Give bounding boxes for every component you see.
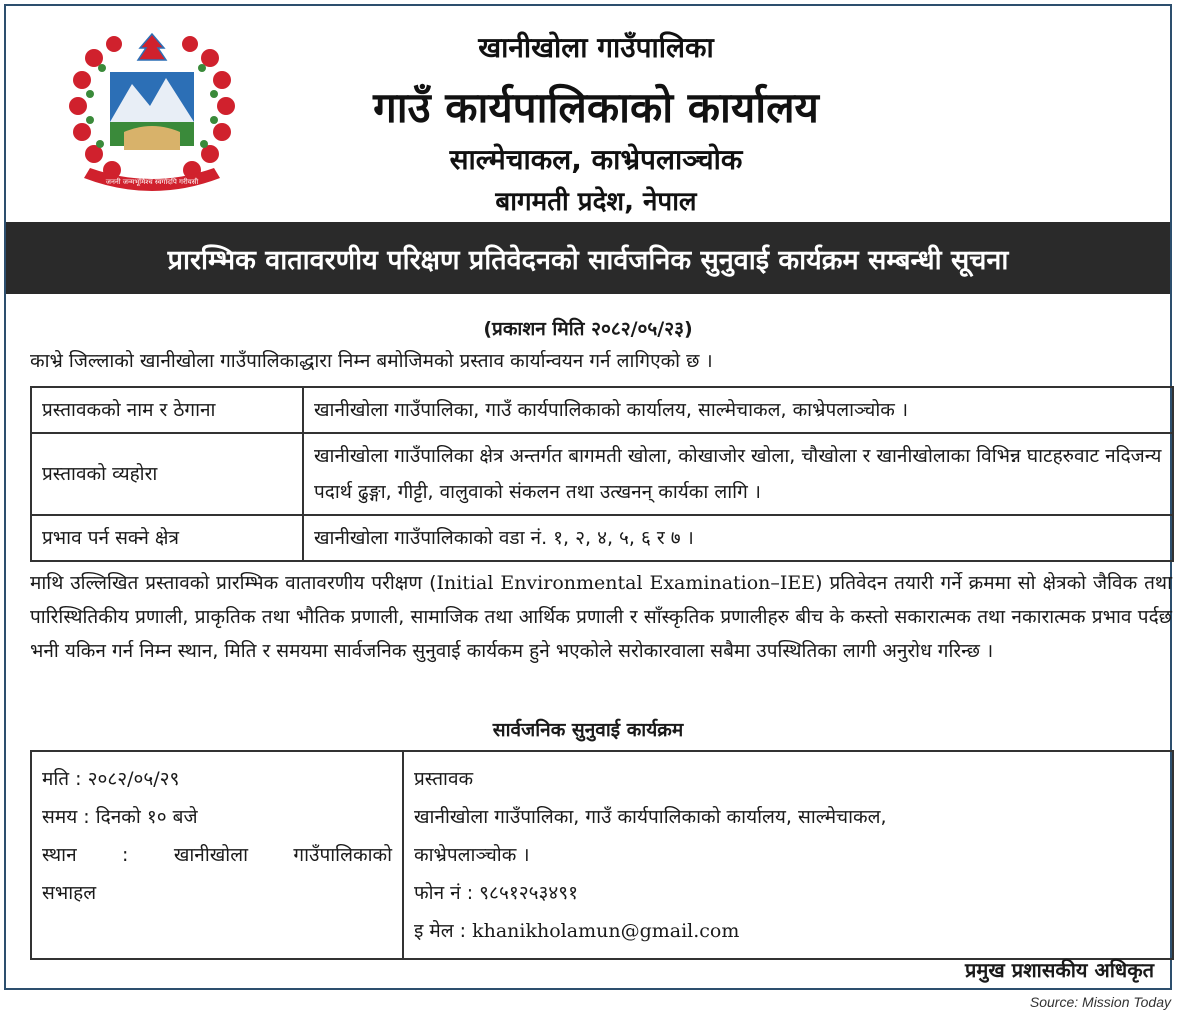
proposal-table bbox=[30, 386, 1174, 562]
affected-area-value: खानीखोला गाउँपालिकाको वडा नं. १, २, ४, ५, ६ र ७ । bbox=[303, 515, 1173, 561]
body-paragraph bbox=[30, 566, 1172, 668]
table-row bbox=[31, 751, 1173, 959]
source-credit: Source: Mission Today bbox=[1029, 994, 1171, 1010]
proposer-value: खानीखोला गाउँपालिका, गाउँ कार्यपालिकाको कार्यालय, साल्मेचाकल, काभ्रेपलाञ्चोक । bbox=[303, 387, 1173, 433]
paragraph-part-1: माथि उल्लिखित प्रस्तावको प्रारम्भिक वातावरणीय परीक्षण ( bbox=[30, 572, 437, 594]
table-row bbox=[31, 433, 1173, 515]
hearing-place: स्थान : खानीखोला गाउँपालिकाको bbox=[42, 844, 392, 866]
table-row bbox=[31, 515, 1173, 561]
hearing-heading: सार्वजनिक सुनुवाई कार्यक्रम bbox=[492, 719, 684, 741]
hearing-table bbox=[30, 750, 1174, 960]
nepal-emblem-icon bbox=[54, 28, 250, 198]
hearing-place-2: सभाहल bbox=[42, 882, 97, 904]
proposal-detail-value: खानीखोला गाउँपालिका क्षेत्र अन्तर्गत बागमती खोला, कोखाजोर खोला, चौखोला र खानीखोलाका विभिन्न घाटहरुवाट नदिजन्य पदार्थ ढुङ्गा, गीट्टी, वालुवाको संकलन तथा उत्खनन् कार्यका लागि । bbox=[303, 433, 1173, 515]
office-location: साल्मेचाकल, काभ्रेपलाञ्चोक bbox=[449, 143, 743, 176]
hearing-date: मति : २०८२/०५/२९ bbox=[42, 768, 180, 790]
email-address: khanikholamun@gmail.com bbox=[472, 920, 740, 942]
province-name: बागमती प्रदेश, नेपाल bbox=[495, 187, 697, 217]
hearing-time: समय : दिनको १० बजे bbox=[42, 806, 198, 828]
proposal-detail-label: प्रस्तावको व्यहोरा bbox=[31, 433, 303, 515]
proposer-label: प्रस्तावकको नाम र ठेगाना bbox=[31, 387, 303, 433]
proposer-heading: प्रस्तावक bbox=[414, 768, 474, 790]
emblem-motto: जननी जन्मभूमिश्च स्वर्गादपि गरीयसी bbox=[105, 178, 199, 186]
affected-area-label: प्रभाव पर्न सक्ने क्षेत्र bbox=[31, 515, 303, 561]
table-row bbox=[31, 387, 1173, 433]
hearing-details-cell bbox=[31, 751, 403, 959]
email-line bbox=[414, 912, 1162, 950]
notice-title: प्रारम्भिक वातावरणीय परिक्षण प्रतिवेदनको सार्वजनिक सुनुवाई कार्यक्रम सम्बन्धी सूचना bbox=[6, 222, 1170, 294]
email-label: इ मेल : bbox=[414, 920, 473, 942]
notice-frame bbox=[4, 4, 1172, 990]
proposer-contact-cell bbox=[403, 751, 1173, 959]
proposer-address-2: काभ्रेपलाञ्चोक । bbox=[414, 844, 530, 866]
office-name: गाउँ कार्यपालिकाको कार्यालय bbox=[373, 83, 819, 132]
phone-number: फोन नं : ९८५१२५३४९१ bbox=[414, 882, 578, 904]
paragraph-part-2: ) प्रतिवेदन तयारी गर्ने क्रममा सो क्षेत्रको जैविक तथा पारिस्थितिकीय प्रणाली, प्राकृतिक तथा भौतिक प्रणाली, सामाजिक तथा आर्थिक प्रणाली र साँस्कृतिक प्रणालीहरु बीच के कस्तो सकारात्मक तथा नकारात्मक प्रभाव पर्दछ भनी यकिन गर्न निम्न स्थान, मिति र समयमा सार्वजनिक सुनुवाई कार्यकम हुने भएकोले सरोकारवाला सबैमा उपस्थितिका लागी अनुरोध गरिन्छ । bbox=[30, 572, 1172, 662]
paragraph-english-term: Initial Environmental Examination–IEE bbox=[436, 572, 816, 594]
proposer-address: खानीखोला गाउँपालिका, गाउँ कार्यपालिकाको कार्यालय, साल्मेचाकल, bbox=[414, 806, 887, 828]
municipality-name: खानीखोला गाउँपालिका bbox=[478, 31, 714, 64]
publication-date: (प्रकाशन मिति २०८२/०५/२३) bbox=[483, 318, 693, 340]
signatory-title: प्रमुख प्रशासकीय अधिकृत bbox=[965, 958, 1154, 982]
intro-text: काभ्रे जिल्लाको खानीखोला गाउँपालिकाद्धारा निम्न बमोजिमको प्रस्ताव कार्यान्वयन गर्न लागिएको छ । bbox=[30, 350, 713, 372]
